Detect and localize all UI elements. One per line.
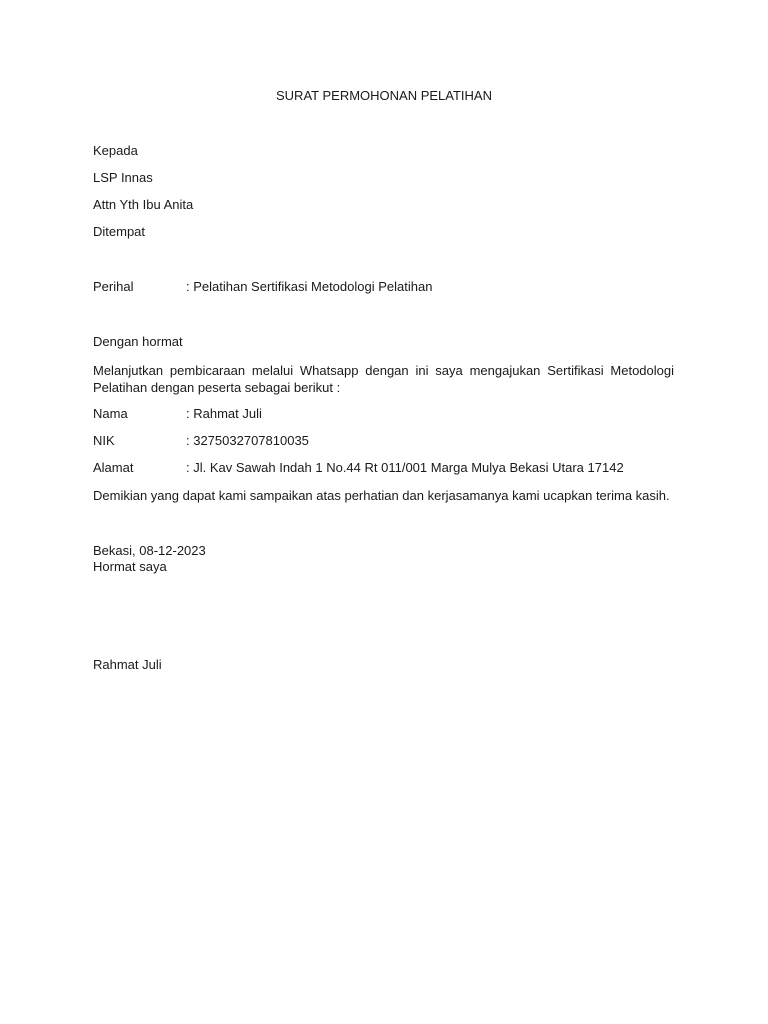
signatory-name: Rahmat Juli: [93, 657, 162, 672]
greeting: Dengan hormat: [93, 334, 183, 349]
address-label: Alamat: [93, 460, 134, 475]
nik-value: : 3275032707810035: [186, 433, 309, 448]
regards: Hormat saya: [93, 559, 167, 574]
letter-title: SURAT PERMOHONAN PELATIHAN: [276, 88, 492, 103]
intro-paragraph: Melanjutkan pembicaraan melalui Whatsapp dengan ini saya mengajukan Sertifikasi Metodologi Pelatihan dengan peserta sebagai berikut :: [93, 363, 674, 395]
recipient-org: LSP Innas: [93, 170, 153, 185]
address-value: : Jl. Kav Sawah Indah 1 No.44 Rt 011/001 Marga Mulya Bekasi Utara 17142: [186, 460, 624, 475]
name-value: : Rahmat Juli: [186, 406, 262, 421]
closing-paragraph: Demikian yang dapat kami sampaikan atas perhatian dan kerjasamanya kami ucapkan terima kasih.: [93, 488, 670, 503]
recipient-place: Ditempat: [93, 224, 146, 239]
nik-label: NIK: [93, 433, 115, 448]
subject-label: Perihal: [93, 279, 134, 294]
name-label: Nama: [93, 406, 128, 421]
place-date: Bekasi, 08-12-2023: [93, 543, 206, 558]
subject-value: : Pelatihan Sertifikasi Metodologi Pelatihan: [186, 279, 433, 294]
recipient-to: Kepada: [93, 143, 138, 158]
recipient-attn: Attn Yth Ibu Anita: [93, 197, 194, 212]
